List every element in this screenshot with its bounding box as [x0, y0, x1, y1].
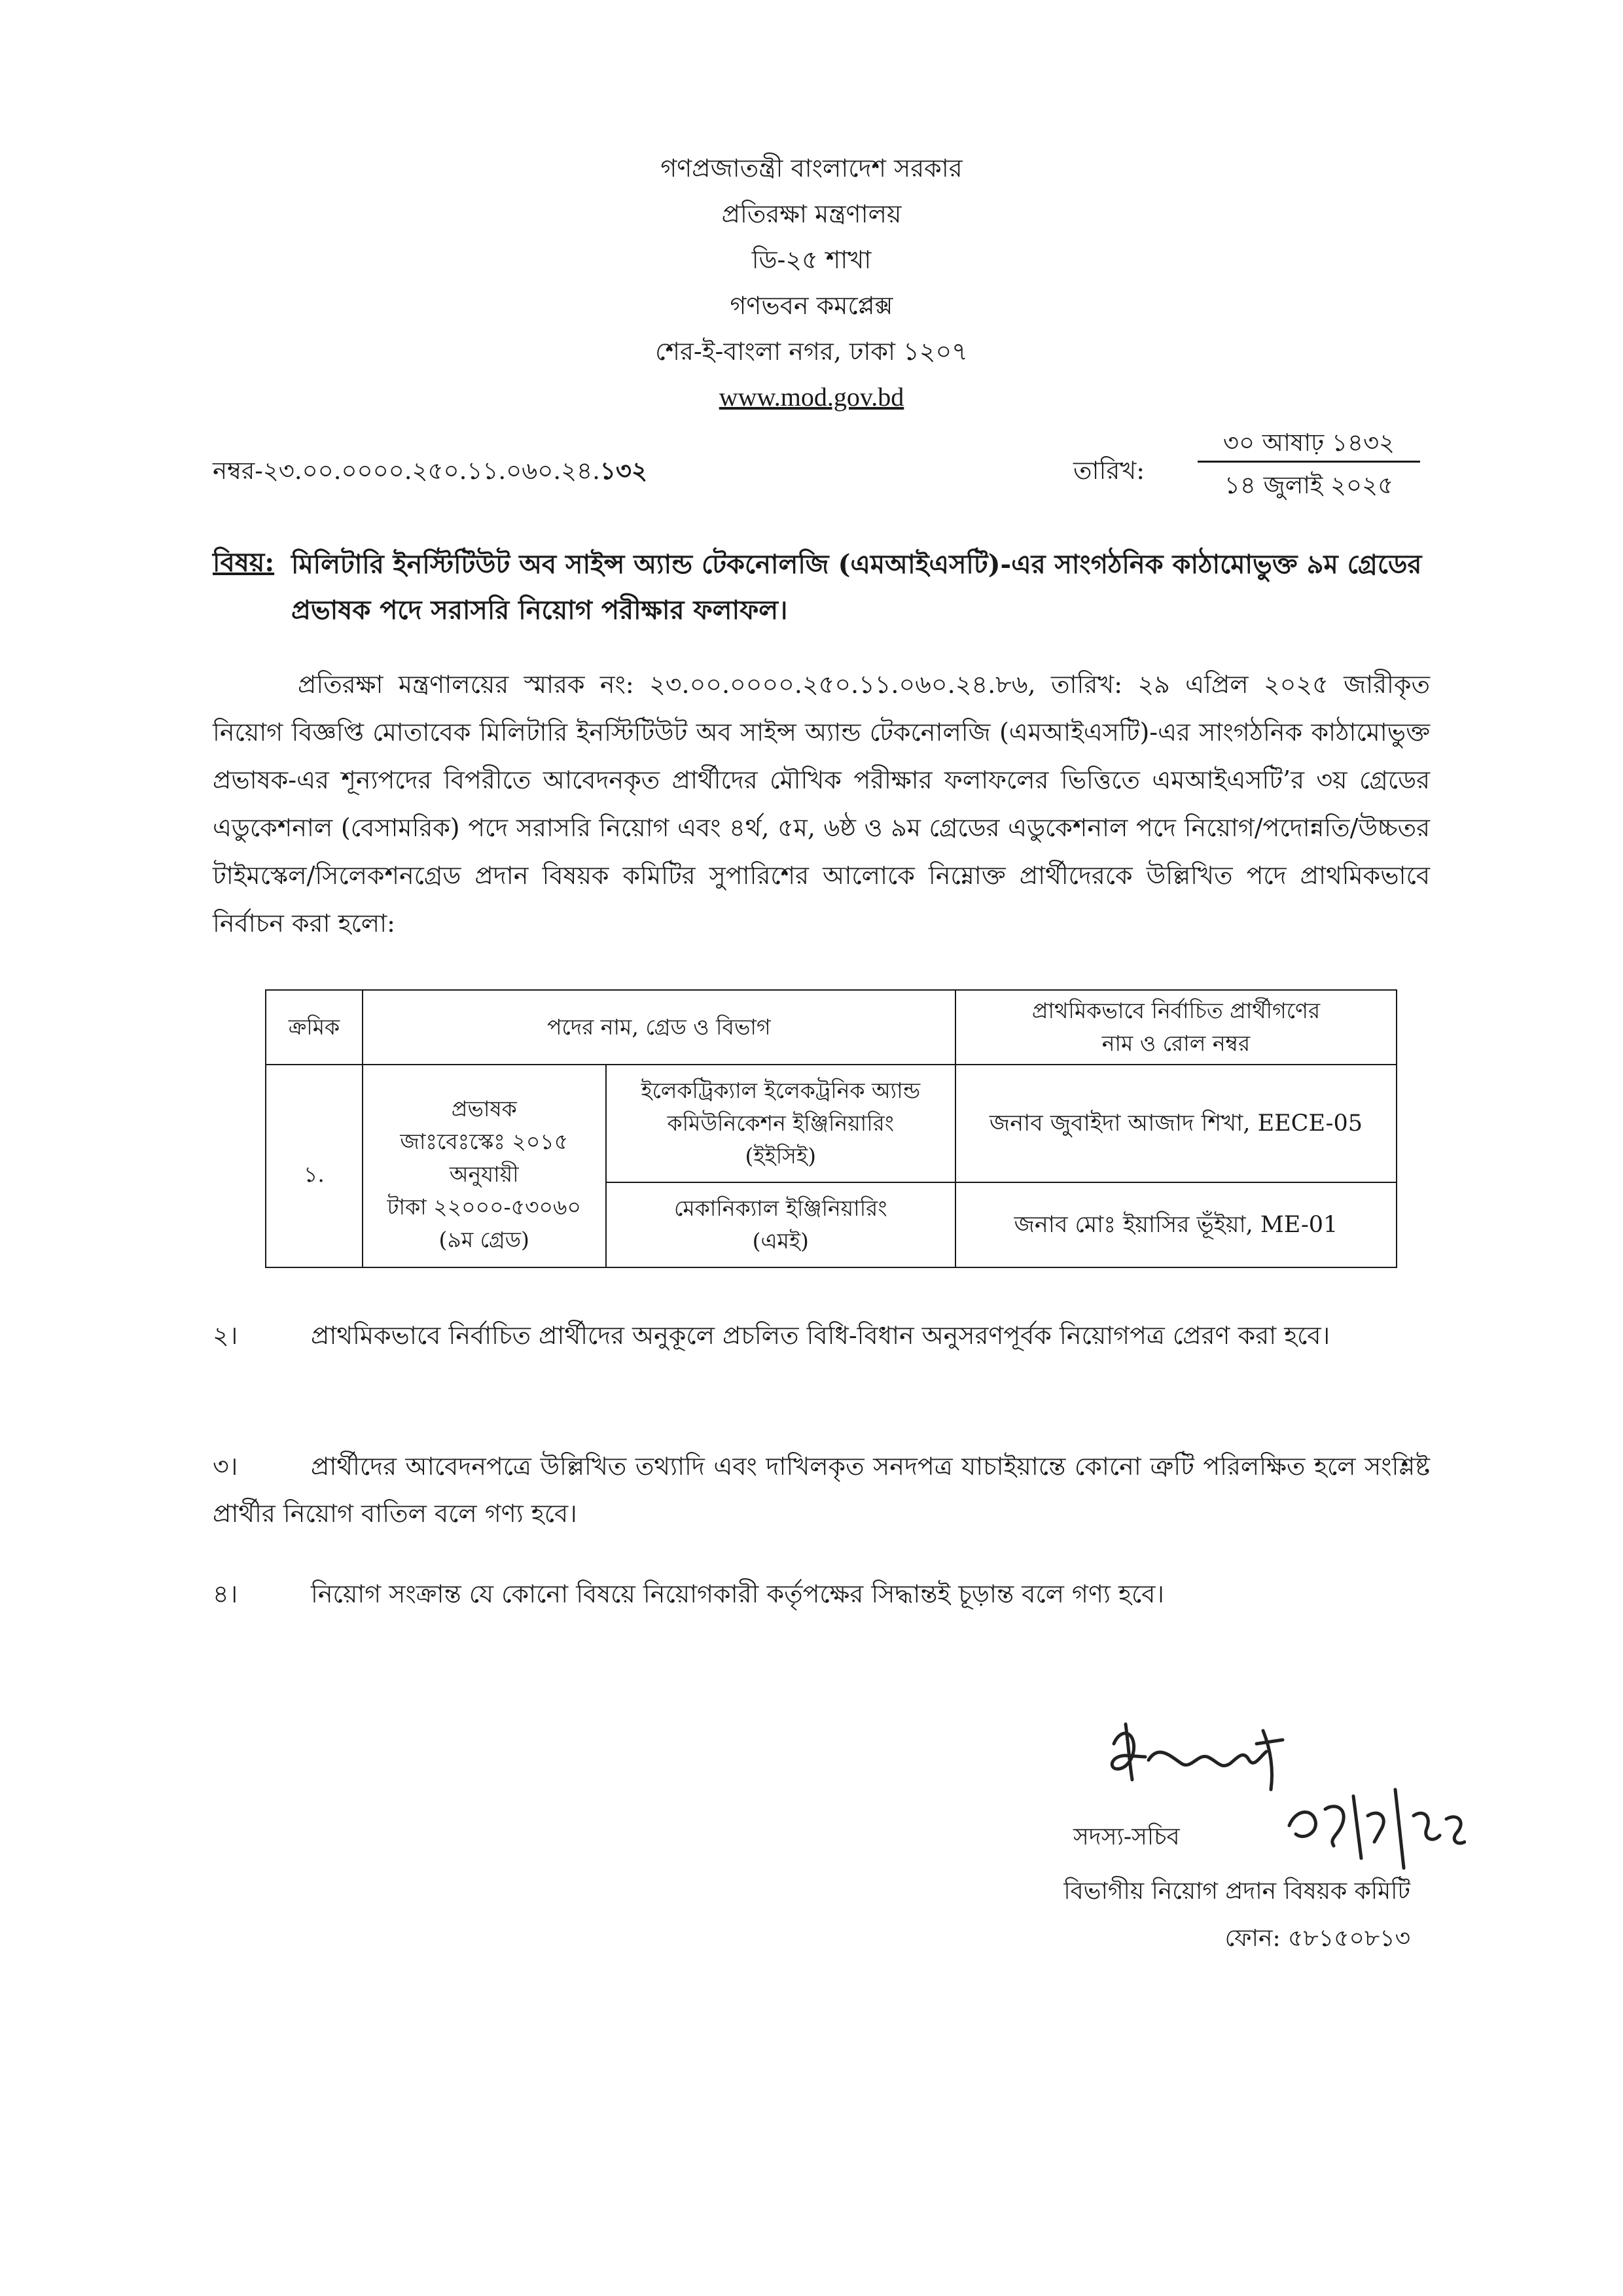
date-gregorian: ১৪ জুলাই ২০২৫ [1224, 471, 1394, 499]
table-header-row [266, 990, 1397, 1065]
signatory-title: সদস্য-সচিব [1073, 1824, 1180, 1850]
government-name: গণপ্রজাতন্ত্রী বাংলাদেশ সরকার [660, 154, 963, 183]
department-abbr: (ইইসিই) [745, 1143, 816, 1169]
header-serial: ক্রমিক [266, 990, 363, 1065]
clause-text: প্রাথমিকভাবে নির্বাচিত প্রার্থীদের অনুকূলে প্রচলিত বিধি-বিধান অনুসরণপূর্বক নিয়োগপত্র প্রেরণ করা হবে। [311, 1321, 1330, 1350]
department-line: কমিউনিকেশন ইঞ্জিনিয়ারিং [667, 1110, 894, 1136]
clause-text: নিয়োগ সংক্রান্ত যে কোনো বিষয়ে নিয়োগকারী কর্তৃপক্ষের সিদ্ধান্তই চূড়ান্ত বলে গণ্য হবে। [311, 1580, 1165, 1608]
clause-3 [213, 1443, 1430, 1537]
subject-label: বিষয়: [213, 547, 275, 578]
committee-name: বিভাগীয় নিয়োগ প্রদান বিষয়ক কমিটি [1063, 1878, 1410, 1905]
date-bangla-calendar: ৩০ আষাঢ় ১৪৩২ [1198, 425, 1420, 463]
date-block [1198, 425, 1420, 502]
salary-range: টাকা ২২০০০-৫৩০৬০ [387, 1193, 581, 1220]
header-post: পদের নাম, গ্রেড ও বিভাগ [363, 990, 955, 1065]
candidate-cell: জনাব জুবাইদা আজাদ শিখা, EECE-05 [955, 1065, 1397, 1182]
date-label: তারিখ: [1073, 456, 1145, 485]
results-table [265, 989, 1397, 1268]
department-abbr: (এমই) [752, 1228, 809, 1254]
department-cell [606, 1182, 955, 1267]
department-line: ইলেকট্রিক্যাল ইলেকট্রনিক অ্যান্ড [641, 1078, 921, 1103]
department-line: মেকানিক্যাল ইঞ্জিনিয়ারিং [673, 1195, 887, 1221]
letterhead [0, 145, 1623, 420]
clause-text: প্রার্থীদের আবেদনপত্রে উল্লিখিত তথ্যাদি এবং দাখিলকৃত সনদপত্র যাচাইয়ান্তে কোনো ত্রুটি পরিলক্ষিত হলে সংশ্লিষ্ট প্রার্থীর নিয়োগ বাতিল বলে গণ্য হবে। [213, 1452, 1430, 1528]
department-cell [606, 1065, 955, 1182]
header-candidates-line1: প্রাথমিকভাবে নির্বাচিত প্রার্থীগণের [1031, 998, 1321, 1023]
branch-name: ডি-২৫ শাখা [751, 245, 872, 274]
serial-cell: ১. [266, 1065, 363, 1267]
header-candidates-line2: নাম ও রোল নম্বর [1101, 1031, 1251, 1056]
office-building: গণভবন কমপ্লেক্স [730, 291, 893, 320]
clause-4 [213, 1570, 1430, 1617]
candidate-cell: জনাব মোঃ ইয়াসির ভূঁইয়া, ME-01 [955, 1182, 1397, 1267]
clause-number: ৩। [213, 1452, 238, 1481]
memo-number-suffix: ১৩২ [599, 456, 648, 485]
signatory-block [939, 1868, 1410, 1962]
clause-number: ২। [213, 1321, 238, 1350]
memo-number-prefix: নম্বর-২৩.০০.০০০০.২৫০.১১.০৬০.২৪. [213, 457, 600, 485]
office-address: শের-ই-বাংলা নগর, ঢাকা ১২০৭ [655, 337, 968, 366]
pay-scale-basis: অনুযায়ী [449, 1161, 519, 1187]
post-title: প্রভাষক [451, 1095, 517, 1122]
header-candidates [955, 990, 1397, 1065]
website-link[interactable]: www.mod.gov.bd [719, 382, 904, 412]
subject-text: মিলিটারি ইনস্টিটিউট অব সাইন্স অ্যান্ড টেকনোলজি (এমআইএসটি)-এর সাংগঠনিক কাঠামোভুক্ত ৯ম গ্রেডের প্রভাষক পদে সরাসরি নিয়োগ পরীক্ষার ফলাফল। [291, 549, 1422, 626]
grade: (৯ম গ্রেড) [438, 1226, 529, 1252]
post-cell [363, 1065, 606, 1267]
pay-scale: জাঃবেঃস্কেঃ ২০১৫ [400, 1128, 569, 1154]
intro-paragraph: প্রতিরক্ষা মন্ত্রণালয়ের স্মারক নং: ২৩.০০.০০০০.২৫০.১১.০৬০.২৪.৮৬, তারিখ: ২৯ এপ্রিল ২০২৫ জারীকৃত নিয়োগ বিজ্ঞপ্তি মোতাবেক মিলিটারি ইনস্টিটিউট অব সাইন্স অ্যান্ড টেকনোলজি (এমআইএসটি)-এর সাংগঠনিক কাঠামোভুক্ত প্রভাষক-এর শূন্যপদের বিপরীতে আবেদনকৃত প্রার্থীদের মৌখিক পরীক্ষার ফলাফলের ভিত্তিতে এমআইএসটি’র ৩য় গ্রেডের এডুকেশনাল (বেসামরিক) পদে সরাসরি নিয়োগ এবং ৪র্থ, ৫ম, ৬ষ্ঠ ও ৯ম গ্রেডের এডুকেশনাল পদে নিয়োগ/পদোন্নতি/উচ্চতর টাইমস্কেল/সিলেকশনগ্রেড প্রদান বিষয়ক কমিটির সুপারিশের আলোকে নিম্নোক্ত প্রার্থীদেরকে উল্লিখিত পদে প্রাথমিকভাবে নির্বাচন করা হলো: [213, 670, 1430, 938]
phone-number: ফোন: ৫৮১৫০৮১৩ [1224, 1925, 1410, 1952]
clause-2 [213, 1312, 1430, 1359]
ministry-name: প্রতিরক্ষা মন্ত্রণালয় [721, 200, 902, 228]
clause-number: ৪। [213, 1580, 238, 1608]
memo-number [213, 451, 647, 493]
table-row [266, 1065, 1397, 1182]
